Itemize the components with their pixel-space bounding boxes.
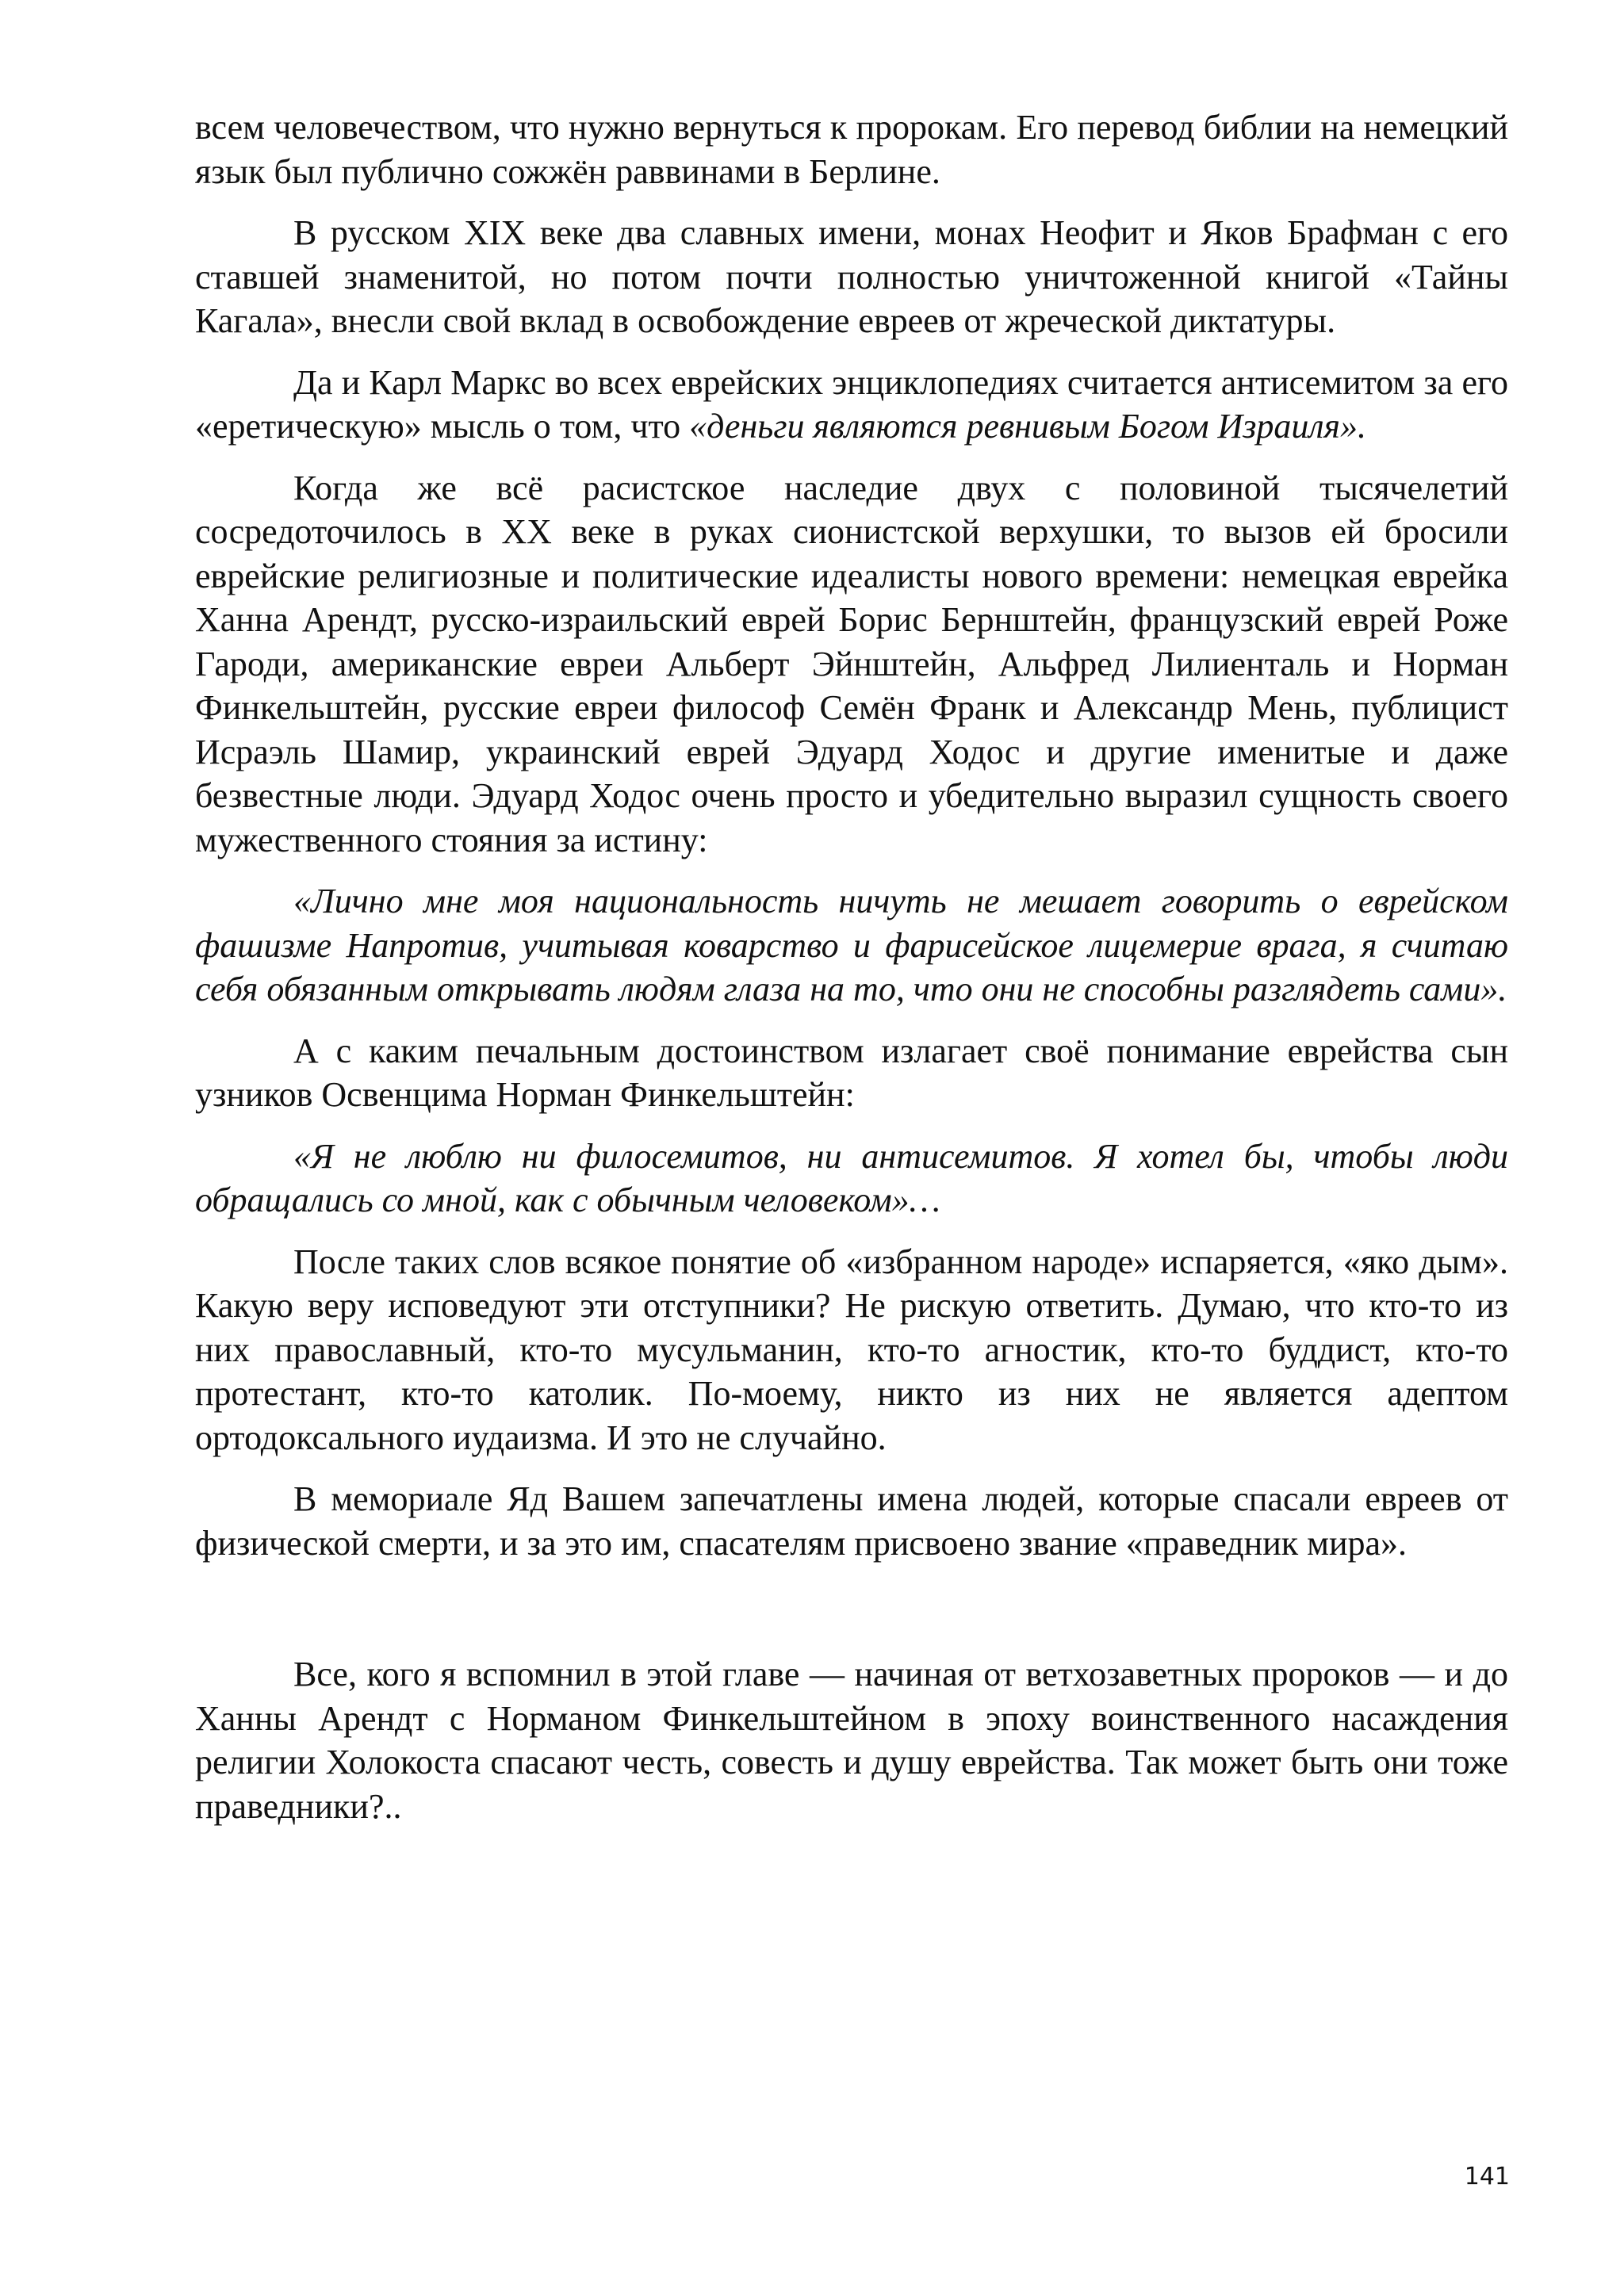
paragraph-3-quote: «деньги являются ревнивым Богом Израиля». [689, 407, 1366, 446]
paragraph-3-text: Да и Карл Маркс во всех еврейских энциклопедиях считается антисемитом за его «еретическую» мысль о том, что [195, 362, 1508, 446]
quote-finkelstein: «Я не люблю ни филосемитов, ни антисемитов. Я хотел бы, чтобы люди обращались со мной, как с обычным человеком»… [195, 1136, 1508, 1219]
paragraph-6: А с каким печальным достоинством излагает своё понимание еврейства сын узников Освенцима Норман Финкельштейн: [195, 1031, 1508, 1114]
paragraph-1: всем человечеством, что нужно вернуться к пророкам. Его перевод библии на немецкий язык был публично сожжён раввинами в Берлине. [195, 108, 1508, 191]
paragraph-8: После таких слов всякое понятие об «избранном народе» испаряется, «яко дым». Какую веру исповедуют эти отступники? Не рискую ответить. Думаю, что кто-то из них православный, кто-то мусульманин, кто-то агностик, кто-то буддист, кто-то протестант, кто-то католик. По-моему, никто из них не является адептом ортодоксального иудаизма. И это не случайно. [195, 1242, 1508, 1457]
paragraph-10: Все, кого я вспомнил в этой главе — начиная от ветхозаветных пророков — и до Ханны Арендт с Норманом Финкельштейном в эпоху воинственного насаждения религии Холокоста спасают честь, совесть и душу еврейства. Так может быть они тоже праведники?.. [195, 1655, 1508, 1826]
paragraph-2: В русском XIX веке два славных имени, монах Неофит и Яков Брафман с его ставшей знаменитой, но потом почти полностью уничтоженной книгой «Тайны Кагала», внесли свой вклад в освобождение евреев от жреческой диктатуры. [195, 213, 1508, 340]
page-number: 141 [1464, 2163, 1510, 2191]
quote-khodos: «Лично мне моя национальность ничуть не мешает говорить о еврейском фашизме Напротив, учитывая коварство и фарисейское лицемерие врага, я считаю себя обязанным открывать людям глаза на то, что они не способны разглядеть сами». [195, 882, 1508, 1008]
page-body [195, 105, 1508, 1846]
paragraph-9: В мемориале Яд Вашем запечатлены имена людей, которые спасали евреев от физической смерти, и за это им, спасателям присвоено звание «праведник мира». [195, 1479, 1508, 1563]
paragraph-4: Когда же всё расистское наследие двух с половиной тысячелетий сосредоточилось в XX веке в руках сионистской верхушки, то вызов ей бросили еврейские религиозные и политические идеалисты нового времени: немецкая еврейка Ханна Арендт, русско-израильский еврей Борис Бернштейн, французский еврей Роже Гароди, американские евреи Альберт Эйнштейн, Альфред Лилиенталь и Норман Финкельштейн, русские евреи философ Семён Франк и Александр Мень, публицист Исраэль Шамир, украинский еврей Эдуард Ходос и другие именитые и даже безвестные люди. Эдуард Ходос очень просто и убедительно выразил сущность своего мужественного стояния за истину: [195, 468, 1508, 859]
paragraph-3 [195, 361, 1508, 449]
